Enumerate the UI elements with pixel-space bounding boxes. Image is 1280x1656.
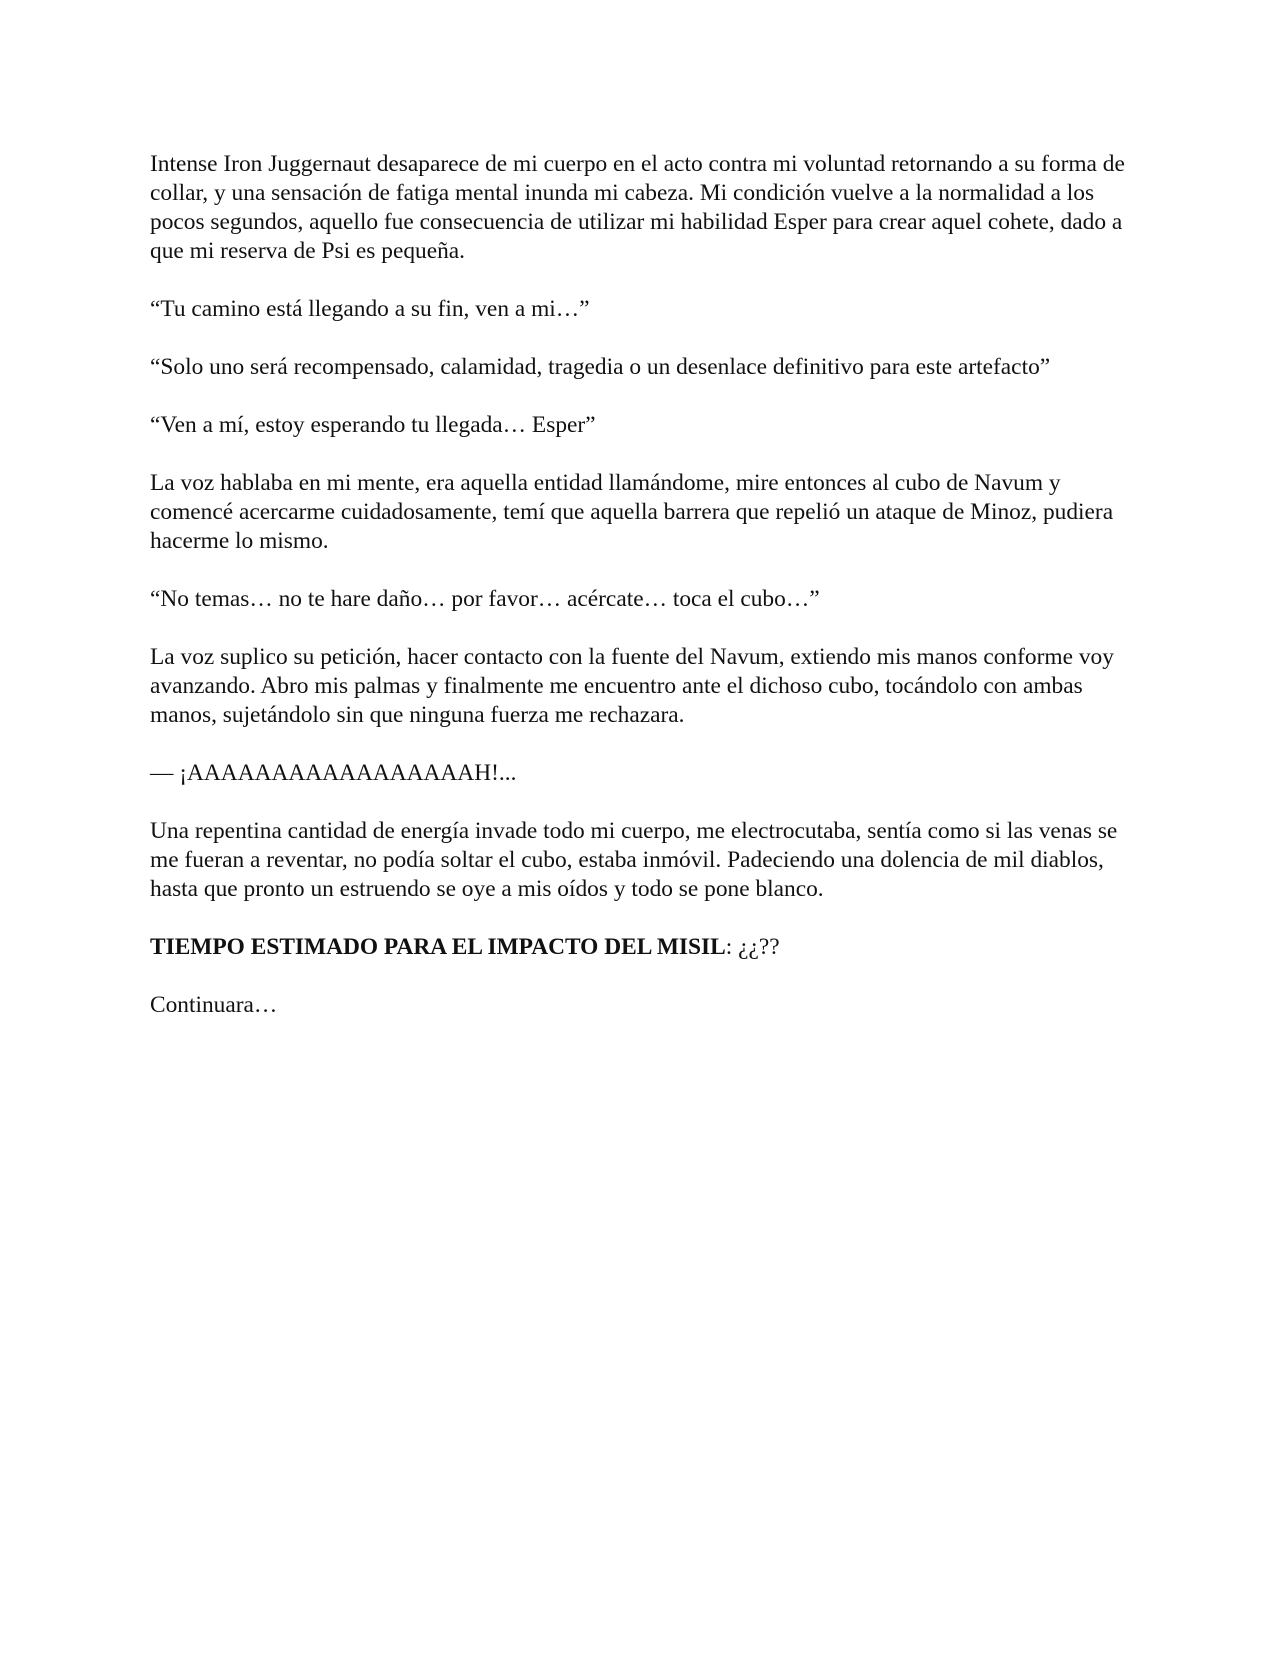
paragraph-9: Una repentina cantidad de energía invade todo mi cuerpo, me electrocutaba, sentía como si las venas se me fueran a reventar, no podía soltar el cubo, estaba inmóvil. Padeciendo una dolencia de mil diablos, hasta que pronto un estruendo se oye a mis oídos y todo se pone blanco. <box>150 818 1118 902</box>
paragraph-8: — ¡AAAAAAAAAAAAAAAAAH!... <box>150 760 517 786</box>
paragraph-2: “Tu camino está llegando a su fin, ven a mi…” <box>150 296 590 322</box>
status-value: ¿¿?? <box>738 934 780 960</box>
paragraph-3: “Solo uno será recompensado, calamidad, tragedia o un desenlace definitivo para este artefacto” <box>150 354 1051 380</box>
status-label: TIEMPO ESTIMADO PARA EL IMPACTO DEL MISIL <box>150 934 726 960</box>
closing-line: Continuara… <box>150 992 278 1018</box>
paragraph-7: La voz suplico su petición, hacer contacto con la fuente del Navum, extiendo mis manos conforme voy avanzando. Abro mis palmas y finalmente me encuentro ante el dichoso cubo, tocándolo con ambas manos, sujetándolo sin que ninguna fuerza me rechazara. <box>150 644 1114 728</box>
document-body <box>150 150 1140 1049</box>
status-line <box>150 933 1140 962</box>
paragraph-4: “Ven a mí, estoy esperando tu llegada… Esper” <box>150 412 596 438</box>
paragraph-6: “No temas… no te hare daño… por favor… acércate… toca el cubo…” <box>150 586 820 612</box>
paragraph-1: Intense Iron Juggernaut desaparece de mi cuerpo en el acto contra mi voluntad retornando a su forma de collar, y una sensación de fatiga mental inunda mi cabeza. Mi condición vuelve a la normalidad a los pocos segundos, aquello fue consecuencia de utilizar mi habilidad Esper para crear aquel cohete, dado a que mi reserva de Psi es pequeña. <box>150 151 1125 264</box>
status-separator: : <box>725 934 739 960</box>
paragraph-5: La voz hablaba en mi mente, era aquella entidad llamándome, mire entonces al cubo de Navum y comencé acercarme cuidadosamente, temí que aquella barrera que repelió un ataque de Minoz, pudiera hacerme lo mismo. <box>150 470 1114 554</box>
